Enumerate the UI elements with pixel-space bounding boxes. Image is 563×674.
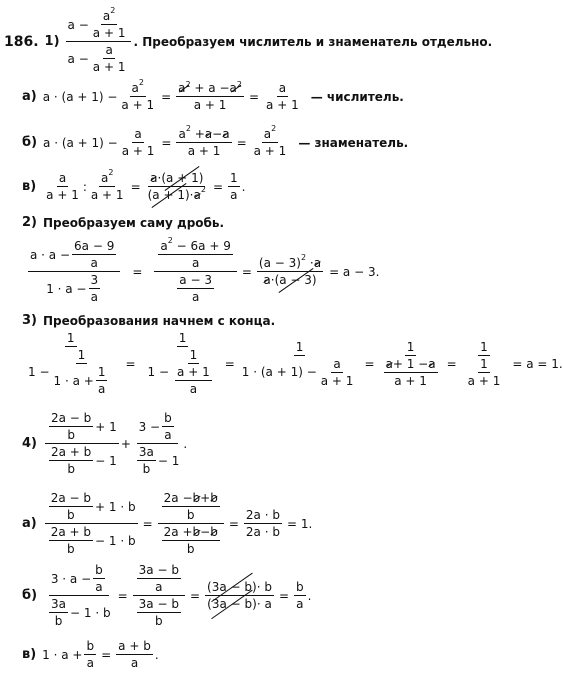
denominator-note: — знаменатель. (298, 135, 409, 150)
result-4a: = 1. (286, 516, 313, 531)
period-4: . (183, 436, 188, 451)
step-4a: а) 2a − b b + 1 · b 2a + b b − 1 · b = 2a − b + b b 2a + b − b b = $\frac{2a \cdot b}{2a \cdot b}$ = 1. (22, 491, 313, 556)
step-2-expression: a · a − 6a − 9 a 1 · a − 3 a = a 2 − 6a + 9 a a − 3 a = (a − 3) 2 · a a · (a − 3) = a − 3. (30, 236, 380, 304)
numerator-note: — числитель. (310, 89, 404, 104)
step-4b: б) 3 · a − b a 3a b − 1 · b = 3a − b a 3a − b b = (3a − b) · b (3a − b) · a = $\frac{b}{a}$ . (22, 563, 312, 628)
step-b: б) a · (a + 1) − $\frac{a}{a + 1}$ = a 2 + a − a a + 1 = a 2 a + 1 — знаменатель. (22, 124, 409, 158)
step-4-expression: 4) 2a − b b + 1 2a + b b − 1 + 3 − b a 3a b − 1 . (22, 411, 188, 476)
heading-3 (22, 314, 275, 327)
problem-number: 186. (4, 33, 39, 50)
label-4: 4) (22, 436, 37, 451)
problem-header (4, 6, 493, 74)
step-a: а) a · (a + 1) − a 2 a + 1 = $a^2$ + a − $a^2$ a + 1 = $\frac{a}{a + 1}$ — числитель. (22, 78, 404, 112)
result-2: = a − 3. (329, 264, 380, 279)
label-4b: б) (22, 588, 38, 603)
heading-2 (22, 216, 224, 229)
main-fraction: a − a 2 a + 1 a − a a + 1 (66, 10, 132, 73)
label-1: 1) (44, 34, 60, 49)
step-4v: в) 1 · a + $\frac{b}{a}$ = $\frac{a + b}{a}$ . (22, 639, 159, 670)
step-v: в) a a + 1 : a 2 a + 1 = a · (a + 1) (a + 1) · a 2 = $\frac{1}{a}$ . (22, 168, 246, 202)
label-3: 3) (22, 313, 37, 328)
label-a: а) (22, 89, 37, 104)
heading-3-text: Преобразования начнем с конца. (43, 313, 276, 328)
heading-2-text: Преобразуем саму дробь. (43, 215, 225, 230)
intro-text: . Преобразуем числитель и знаменатель отдельно. (133, 34, 493, 49)
label-v: в) (22, 179, 37, 194)
label-2: 2) (22, 215, 37, 230)
label-4a: а) (22, 516, 37, 531)
step-3-expression: 1 1 − 1 1 · a + 1 a = 1 1 − 1 a + 1 a = 1 1 · (a + 1) − a a + 1 = 1 a + 1 − a a + 1 = 1 1 a + 1 = a = 1. (28, 331, 563, 396)
label-b: б) (22, 135, 38, 150)
result-3: = a = 1. (512, 356, 563, 371)
label-4v: в) (22, 647, 37, 662)
